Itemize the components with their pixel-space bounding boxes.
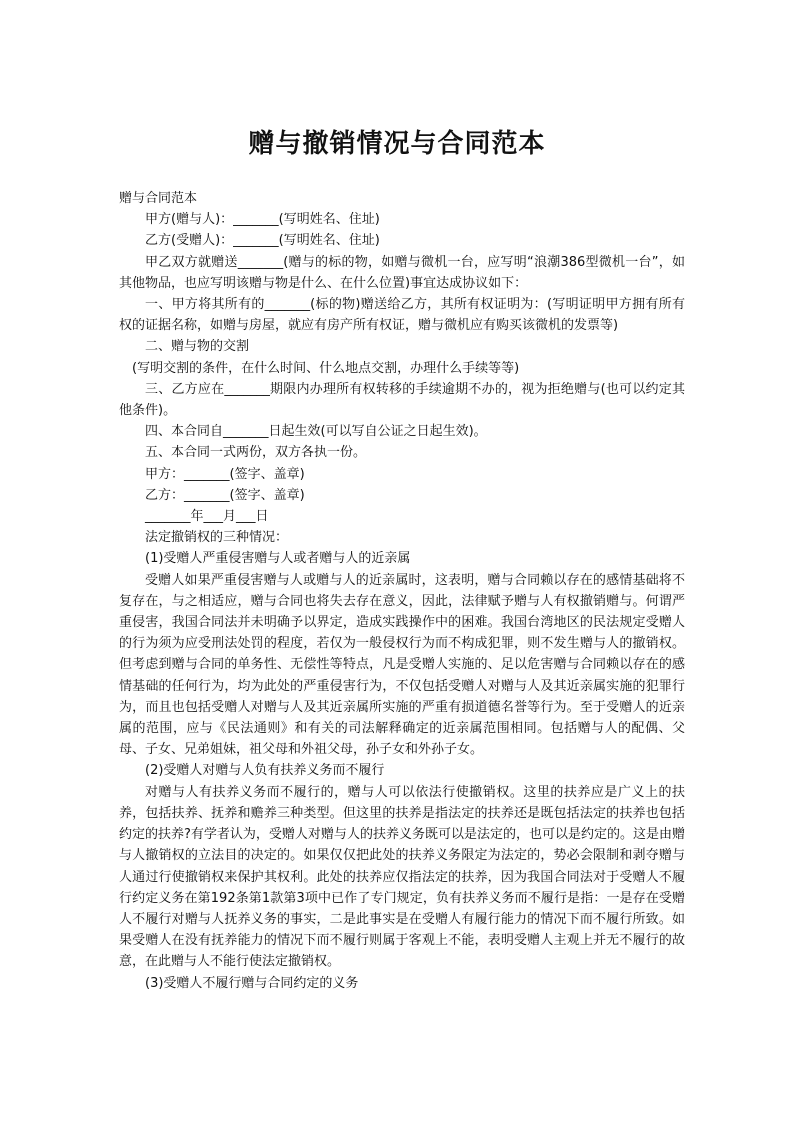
paragraph: _______年___月___日 bbox=[145, 509, 269, 525]
paragraph: 赠与合同范本 bbox=[119, 191, 198, 206]
document-title: 赠与撤销情况与合同范本 bbox=[248, 129, 546, 159]
paragraph: 法定撤销权的三种情况： bbox=[145, 530, 289, 546]
paragraph: 对赠与人有扶养义务而不履行的，赠与人可以依法行使撤销权。这里的扶养应是广义上的扶养，包括扶养、抚养和赡养三种类型。但这里的扶养是指法定的扶养还是既包括法定的扶养也包括约定的扶养?有学者认为，受赠人对赠与人的扶养义务既可以是法定的，也可以是约定的。这是由赠与人撤销权的立法目的决定的。如果仅仅把此处的扶养义务限定为法定的，势必会限制和剥夺赠与人通过行使撤销权来保护其权利。此处的扶养应仅指法定的扶养，因为我国合同法对于受赠人不履行约定义务在第192条第1款第3项中已作了专门规定，负有扶养义务而不履行是指：一是存在受赠人不履行对赠与人抚养义务的事实，二是此事实是在受赠人有履行能力的情况下而不履行所致。如果受赠人在没有抚养能力的情况下而不履行则属于客观上不能，表明受赠人主观上并无不履行的故意，在此赠与人不能行使法定撤销权。 bbox=[119, 784, 685, 970]
paragraph: 受赠人如果严重侵害赠与人或赠与人的近亲属时，这表明，赠与合同赖以存在的感情基础将不复存在，与之相适应，赠与合同也将失去存在意义，因此，法律赋予赠与人有权撤销赠与。何谓严重侵害，我国合同法并未明确予以界定，造成实践操作中的困难。我国台湾地区的民法规定受赠人的行为须为应受刑法处罚的程度，若仅为一般侵权行为而不构成犯罪，则不发生赠与人的撤销权。但考虑到赠与合同的单务性、无偿性等特点，凡是受赠人实施的、足以危害赠与合同赖以存在的感情基础的任何行为，均为此处的严重侵害行为，不仅包括受赠人对赠与人及其近亲属实施的犯罪行为，而且也包括受赠人对赠与人及其近亲属所实施的严重有损道德名誉等行为。至于受赠人的近亲属的范围，应与《民法通则》和有关的司法解释确定的近亲属范围相同。包括赠与人的配偶、父母、子女、兄弟姐妹，祖父母和外祖父母，孙子女和外孙子女。 bbox=[119, 572, 685, 758]
paragraph: 二、赠与物的交割 bbox=[145, 339, 250, 355]
paragraph: 四、本合同自_______日起生效(可以写自公证之日起生效)。 bbox=[145, 424, 487, 440]
paragraph: (1)受赠人严重侵害赠与人或者赠与人的近亲属 bbox=[145, 551, 411, 567]
paragraph: 甲乙双方就赠送_______(赠与的标的物，如赠与微机一台，应写明“浪潮386型微机一台”，如其他物品，也应写明该赠与物是什么、在什么位置)事宜达成协议如下： bbox=[119, 254, 685, 291]
paragraph: 五、本合同一式两份，双方各执一份。 bbox=[145, 445, 367, 461]
document-body bbox=[119, 188, 685, 994]
paragraph: 三、乙方应在_______期限内办理所有权转移的手续逾期不办的，视为拒绝赠与(也可以约定其他条件)。 bbox=[119, 381, 685, 419]
paragraph: (3)受赠人不履行赠与合同约定的义务 bbox=[145, 975, 359, 991]
paragraph: 一、甲方将其所有的_______(标的物)赠送给乙方，其所有权证明为：(写明证明甲方拥有所有权的证据名称，如赠与房屋，就应有房产所有权证，赠与微机应有购买该微机的发票等) bbox=[119, 297, 685, 334]
paragraph: (2)受赠人对赠与人负有扶养义务而不履行 bbox=[145, 763, 385, 779]
paragraph: 甲方(赠与人)：_______(写明姓名、住址) bbox=[145, 212, 380, 228]
paragraph: 甲方：_______(签字、盖章) bbox=[145, 466, 305, 482]
paragraph: (写明交割的条件，在什么时间、什么地点交割，办理什么手续等等) bbox=[132, 360, 520, 376]
paragraph: 乙方(受赠人)：_______(写明姓名、住址) bbox=[145, 233, 380, 249]
paragraph: 乙方：_______(签字、盖章) bbox=[145, 487, 305, 503]
